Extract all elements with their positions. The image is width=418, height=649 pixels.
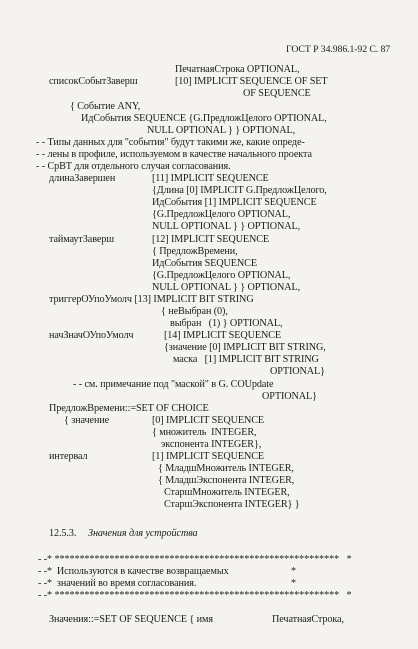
text-line: [10] IMPLICIT SEQUENCE OF SET	[175, 76, 328, 87]
text-line: [1] IMPLICIT SEQUENCE	[152, 451, 265, 462]
text-line: { ПредложВремени,	[152, 246, 238, 257]
text-line: { МладшМножитель INTEGER,	[158, 463, 294, 474]
text-line: СтаршМножитель INTEGER,	[164, 487, 290, 498]
text-line: {G.ПредложЦелого OPTIONAL,	[152, 270, 291, 281]
text-line: ИдСобытия SEQUENCE	[152, 258, 257, 269]
text-line: таймаутЗаверш	[49, 234, 115, 245]
text-line: OPTIONAL}	[262, 391, 317, 402]
section-number: 12.5.3.	[49, 528, 77, 539]
text-line: { неВыбран (0),	[161, 306, 228, 317]
text-line: длинаЗавершен	[49, 173, 116, 184]
text-line: {G.ПредложЦелого OPTIONAL,	[152, 209, 291, 220]
text-line: ИдСобытия [1] IMPLICIT SEQUENCE	[152, 197, 317, 208]
comment-line: - -* ********************************************************* *	[38, 590, 352, 601]
text-line: интервал	[49, 451, 88, 462]
text-line: NULL OPTIONAL } } OPTIONAL,	[147, 125, 296, 136]
text-line: триггерОУпоУмолч [13] IMPLICIT BIT STRING	[49, 294, 254, 305]
text-line: {значение [0] IMPLICIT BIT STRING,	[164, 342, 326, 353]
text-line: - - см. примечание под "маской" в G. COUpdate	[73, 379, 274, 390]
text-line: ПечатнаяСтрока OPTIONAL,	[175, 64, 300, 75]
text-line: начЗначОУпоУмолч	[49, 330, 134, 341]
text-line: выбран (1) } OPTIONAL,	[170, 318, 283, 329]
text-line: {Длина [0] IMPLICIT G.ПредложЦелого,	[152, 185, 327, 196]
text-line: [0] IMPLICIT SEQUENCE	[152, 415, 265, 426]
text-line: - - Типы данных для "события" будут такими же, какие опреде-	[36, 137, 305, 148]
comment-line: - -* значений во время согласования.	[38, 578, 197, 589]
text-line: NULL OPTIONAL } } OPTIONAL,	[152, 221, 301, 232]
comment-line: - -* Используются в качестве возвращаемых	[38, 566, 229, 577]
text-line: [14] IMPLICIT SEQUENCE	[164, 330, 282, 341]
text-line: ПредложВремени::=SET OF CHOICE	[49, 403, 209, 414]
comment-line: - -* ********************************************************* *	[38, 554, 352, 565]
text-line: экспонента INTEGER},	[161, 439, 262, 450]
text-line: списокСобытЗаверш	[49, 76, 138, 87]
text-line: NULL OPTIONAL } } OPTIONAL,	[152, 282, 301, 293]
comment-line: *	[291, 566, 296, 577]
text-line: Значения::=SET OF SEQUENCE { имя	[49, 614, 213, 625]
text-line: ПечатнаяСтрока,	[272, 614, 344, 625]
text-line: ИдСобытия SEQUENCE {G.ПредложЦелого OPTIONAL,	[81, 113, 327, 124]
text-line: { значение	[64, 415, 110, 426]
text-line: OPTIONAL}	[270, 366, 325, 377]
text-line: OF SEQUENCE	[243, 88, 311, 99]
text-line: [11] IMPLICIT SEQUENCE	[152, 173, 269, 184]
text-line: - - СрВТ для отдельного случая согласования.	[36, 161, 231, 172]
text-line: { МладшЭкспонента INTEGER,	[158, 475, 295, 486]
text-line: СтаршЭкспонента INTEGER} }	[164, 499, 300, 510]
text-line: маска [1] IMPLICIT BIT STRING	[173, 354, 319, 365]
text-line: - - лены в профиле, используемом в качестве начального проекта	[36, 149, 312, 160]
text-line: [12] IMPLICIT SEQUENCE	[152, 234, 270, 245]
comment-line: *	[291, 578, 296, 589]
section-title: Значения для устройства	[88, 528, 198, 539]
text-line: { Событие ANY,	[70, 101, 141, 112]
page-header: ГОСТ Р 34.986.1-92 С. 87	[286, 44, 391, 55]
text-line: { множитель INTEGER,	[152, 427, 257, 438]
